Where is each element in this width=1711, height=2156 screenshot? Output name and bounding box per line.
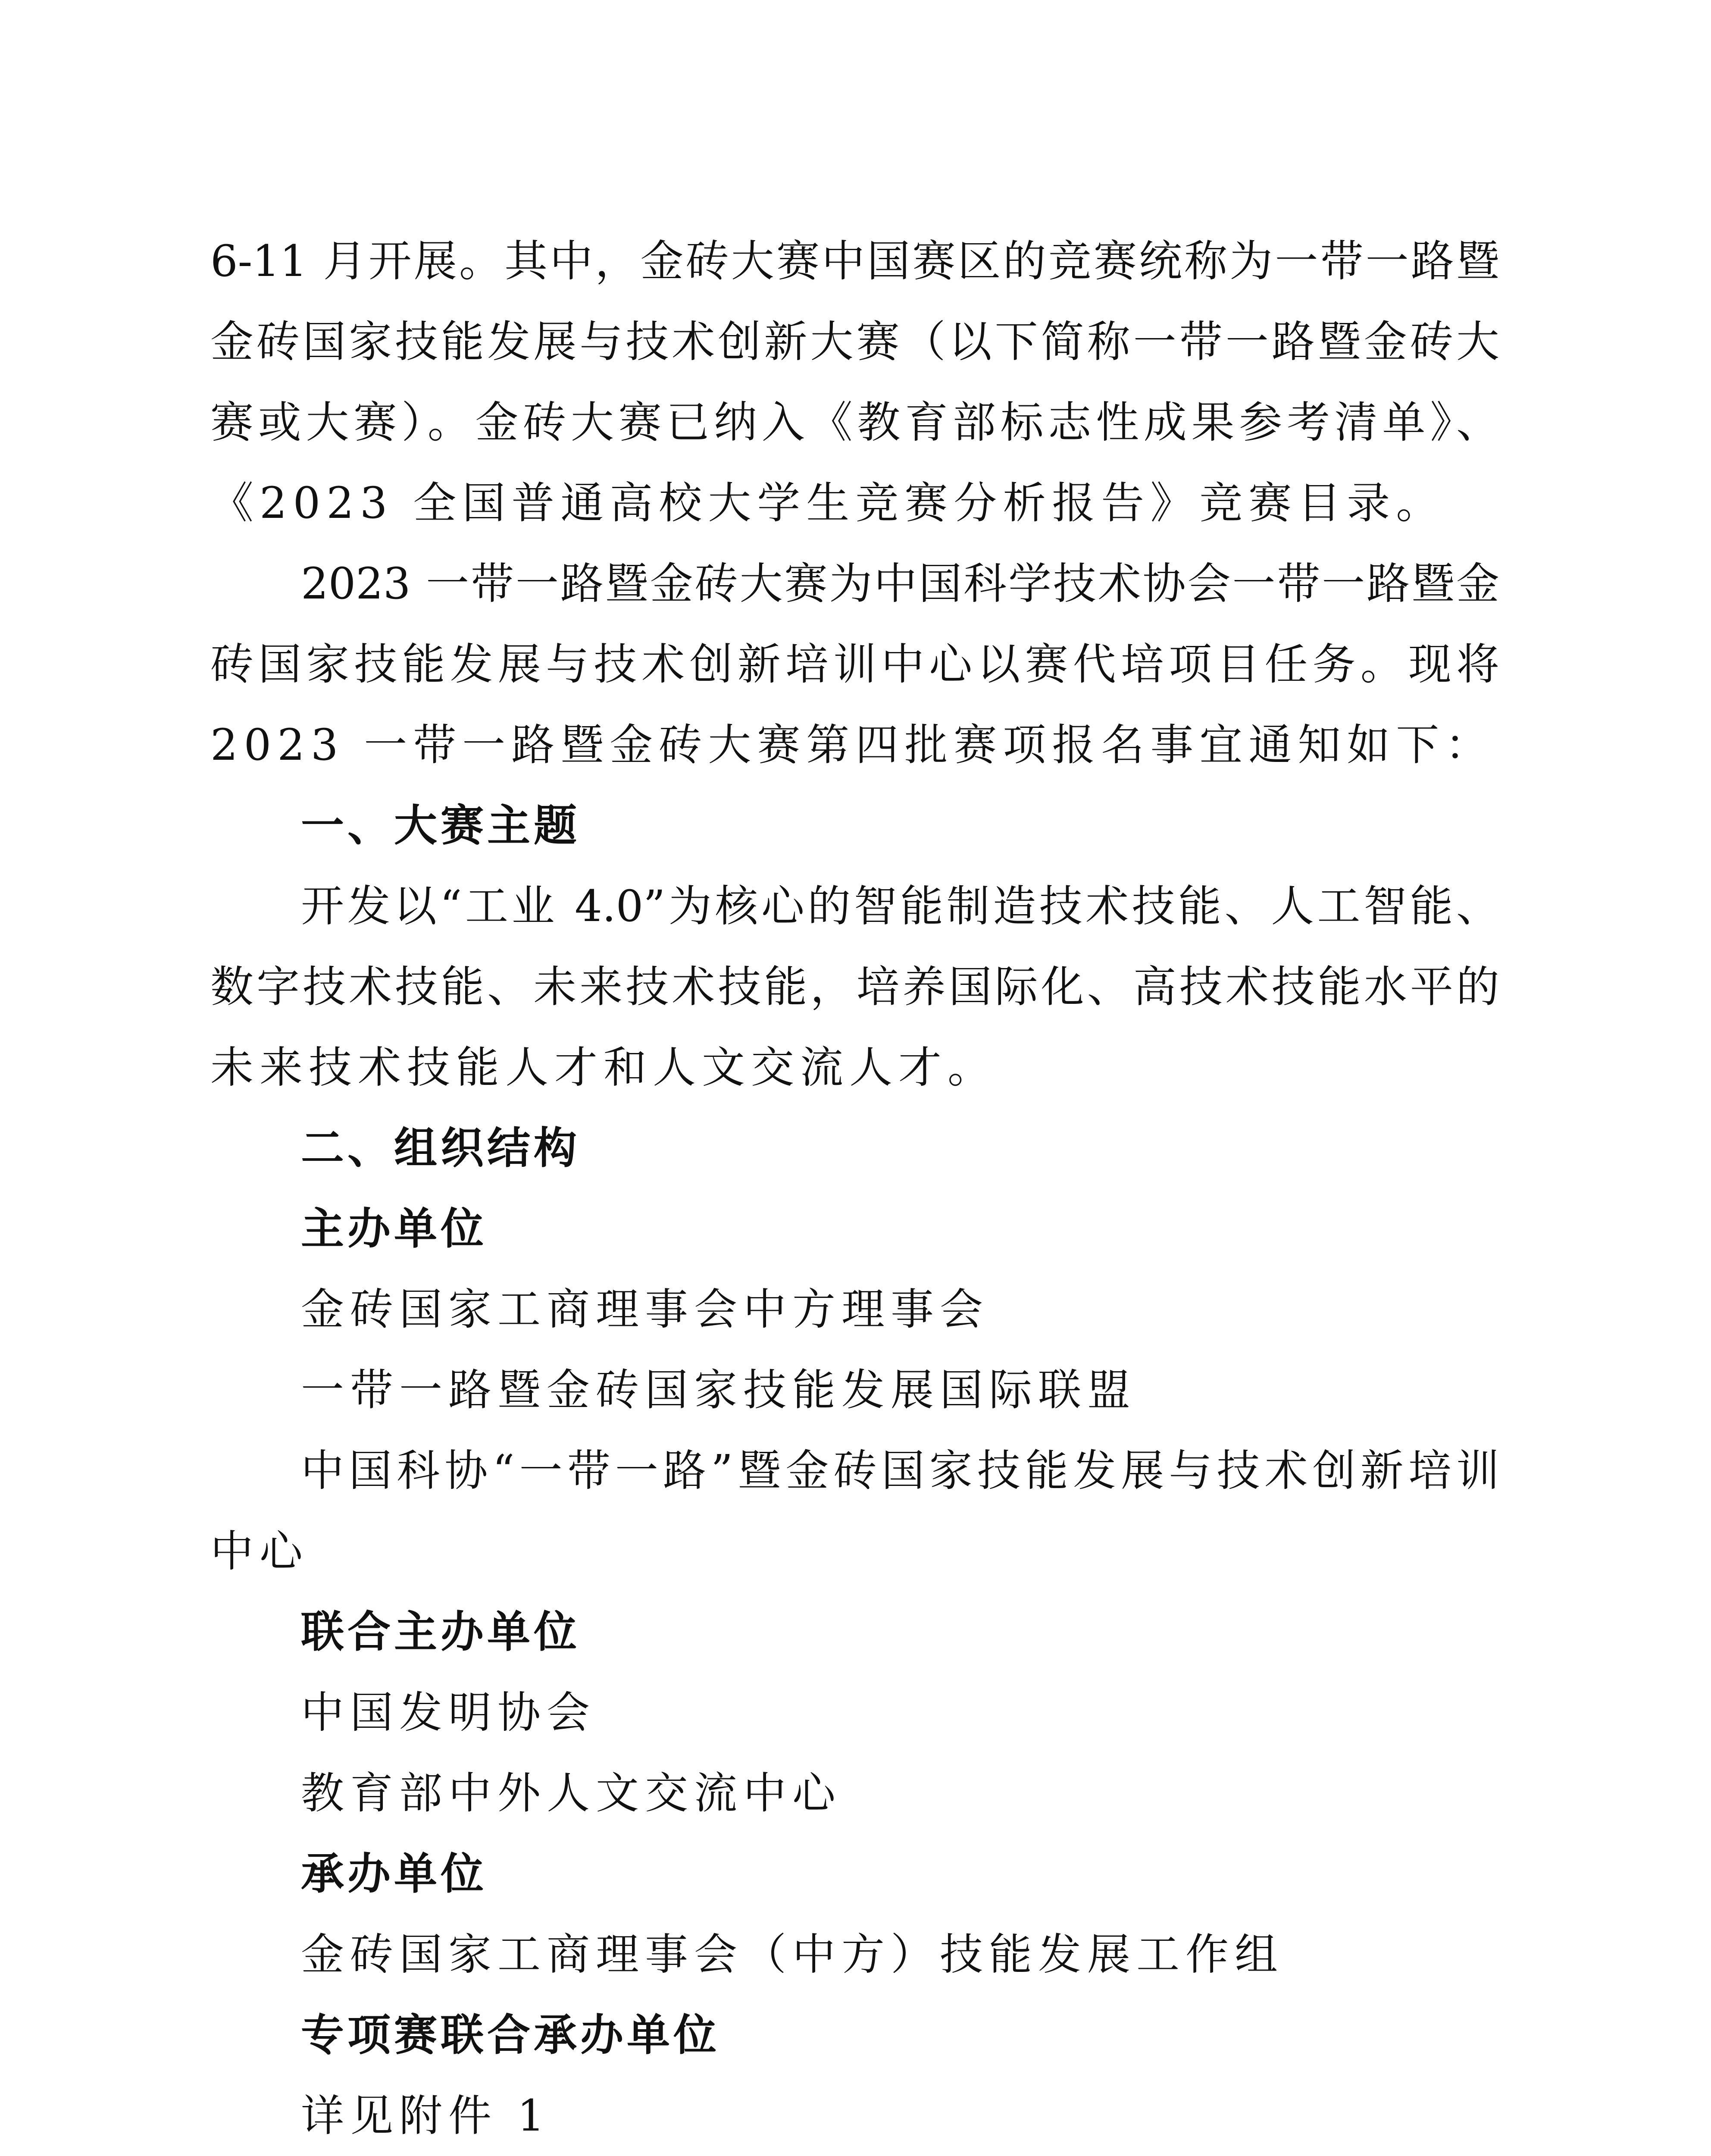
page-body [210, 221, 1499, 2156]
subheading-organizer: 承办单位 [301, 1849, 487, 1899]
organization-line: 一带一路暨金砖国家技能发展国际联盟 [301, 1365, 1136, 1415]
paragraph-line: 赛或大赛）。金砖大赛已纳入《教育部标志性成果参考清单》、 [210, 397, 1499, 448]
paragraph-line: 《2023 全国普通高校大学生竞赛分析报告》竞赛目录。 [210, 478, 1445, 528]
section-heading-theme: 一、大赛主题 [301, 800, 580, 851]
organization-line: 中国科协“一带一路”暨金砖国家技能发展与技术创新培训 [301, 1445, 1499, 1496]
organization-line: 金砖国家工商理事会（中方）技能发展工作组 [301, 1929, 1284, 1980]
organization-line: 中心 [210, 1526, 309, 1576]
paragraph-line: 金砖国家技能发展与技术创新大赛（以下简称一带一路暨金砖大 [210, 317, 1499, 367]
subheading-special-co-organizer: 专项赛联合承办单位 [301, 2010, 720, 2060]
paragraph-line: 2023 一带一路暨金砖大赛为中国科学技术协会一带一路暨金 [301, 558, 1499, 609]
paragraph-line: 砖国家技能发展与技术创新培训中心以赛代培项目任务。现将 [210, 639, 1499, 689]
paragraph-line: 未来技术技能人才和人文交流人才。 [210, 1042, 997, 1093]
organization-line: 中国发明协会 [301, 1687, 596, 1738]
paragraph-line: 2023 一带一路暨金砖大赛第四批赛项报名事宜通知如下： [210, 720, 1495, 770]
organization-line: 教育部中外人文交流中心 [301, 1768, 841, 1818]
subheading-co-host: 联合主办单位 [301, 1607, 580, 1657]
paragraph-line: 6-11 月开展。其中，金砖大赛中国赛区的竞赛统称为一带一路暨 [210, 236, 1499, 286]
paragraph-line: 数字技术技能、未来技术技能，培养国际化、高技术技能水平的 [210, 962, 1499, 1012]
paragraph-line: 开发以“工业 4.0”为核心的智能制造技术技能、人工智能、 [301, 881, 1499, 931]
organization-line: 金砖国家工商理事会中方理事会 [301, 1284, 989, 1335]
section-heading-organization: 二、组织结构 [301, 1123, 580, 1173]
organization-line: 详见附件 1 [301, 2090, 551, 2141]
subheading-host: 主办单位 [301, 1203, 487, 1254]
